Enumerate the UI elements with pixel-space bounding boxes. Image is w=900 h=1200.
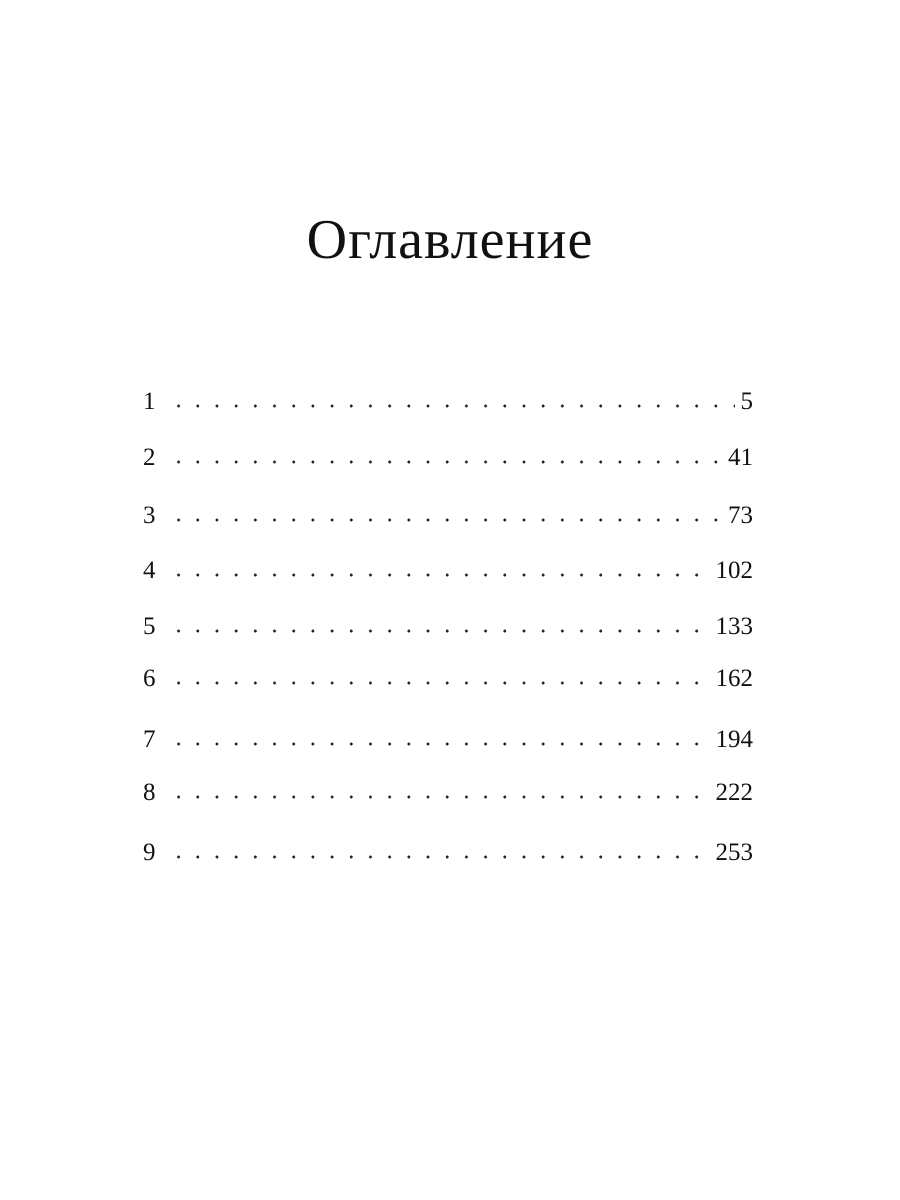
chapter-number: 9: [143, 839, 156, 866]
chapter-number: 2: [143, 444, 156, 471]
page-number: 5: [740, 388, 753, 415]
dot-leader: [169, 404, 735, 408]
dot-leader: [169, 795, 710, 799]
toc-entry[interactable]: [143, 666, 753, 691]
page-number: 253: [715, 839, 753, 866]
chapter-number: 7: [143, 726, 156, 753]
page-number: 41: [728, 444, 753, 471]
chapter-number: 6: [143, 665, 156, 692]
chapter-number: 8: [143, 779, 156, 806]
dot-leader: [169, 681, 710, 685]
toc-entry[interactable]: [143, 445, 753, 470]
dot-leader: [169, 460, 722, 464]
page-number: 102: [715, 557, 753, 584]
chapter-number: 3: [143, 502, 156, 529]
dot-leader: [169, 742, 710, 746]
toc-entry[interactable]: [143, 840, 753, 865]
chapter-number: 5: [143, 613, 156, 640]
toc-entry[interactable]: [143, 727, 753, 752]
dot-leader: [169, 573, 710, 577]
page-number: 162: [715, 665, 753, 692]
dot-leader: [169, 629, 710, 633]
page-number: 222: [715, 779, 753, 806]
toc-entry[interactable]: [143, 503, 753, 528]
dot-leader: [169, 518, 722, 522]
table-of-contents: [143, 0, 753, 1200]
page-number: 194: [715, 726, 753, 753]
chapter-number: 1: [143, 388, 156, 415]
page-number: 133: [715, 613, 753, 640]
page-number: 73: [728, 502, 753, 529]
page-title: Оглавление: [306, 209, 594, 271]
toc-entry[interactable]: [143, 558, 753, 583]
toc-entry[interactable]: [143, 614, 753, 639]
chapter-number: 4: [143, 557, 156, 584]
toc-entry[interactable]: [143, 389, 753, 414]
dot-leader: [169, 855, 710, 859]
toc-entry[interactable]: [143, 780, 753, 805]
